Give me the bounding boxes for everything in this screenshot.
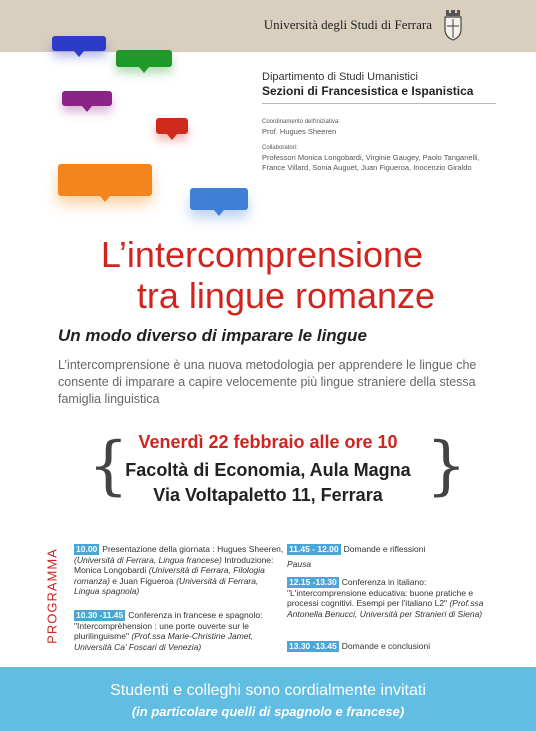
- divider: [262, 103, 496, 104]
- speech-bubble-green-icon: [116, 50, 172, 67]
- left-brace-icon: {: [88, 429, 129, 503]
- department-name: Dipartimento di Studi Umanistici: [262, 71, 418, 83]
- program-item: 13.30 -13.45 Domande e conclusioni: [289, 641, 431, 651]
- footer-invitation: Studenti e colleghi sono cordialmente invitati: [110, 682, 426, 699]
- program-time: 10.30 -11.45: [76, 610, 124, 620]
- collaborators-label: Collaboratori:: [262, 145, 298, 151]
- speech-bubble-red-icon: [156, 118, 188, 134]
- event-address: Via Voltapaletto 11, Ferrara: [153, 485, 383, 505]
- speech-bubble-blue-icon: [52, 36, 106, 51]
- speech-bubble-orange-icon: [58, 164, 152, 196]
- intro-paragraph: L’intercomprensione è una nuova metodologia per apprendere le lingue che consente di imparare a capire velocemente più lingue straniere della stessa famiglia linguistica: [58, 358, 477, 406]
- coordination-label: Coordinamento dell'iniziativa:: [262, 119, 340, 125]
- program-item: 11.45 - 12.00 Domande e riflessioni: [289, 544, 426, 554]
- title-line-1: L’intercomprensione: [100, 234, 424, 275]
- footer-note: (in particolare quelli di spagnolo e francese): [131, 704, 405, 719]
- program-time: 10.00: [76, 544, 98, 554]
- university-name: Università degli Studi di Ferrara: [263, 17, 432, 32]
- department-sections: Sezioni di Francesistica e Ispanistica: [262, 84, 474, 98]
- university-crest-icon: [442, 6, 464, 42]
- program-label: PROGRAMMA: [44, 548, 60, 644]
- program-item: 12.15 -13.30 Conferenza in italiano: "L'intercomprensione educativa: buone pratiche e processi cognitivi. Esempi per l'italiano L2" (Prof.ssa Antonella Benucci, Università per Stranieri di Siena): [287, 577, 484, 619]
- speech-bubble-purple-icon: [62, 91, 112, 106]
- subtitle: Un modo diverso di imparare le lingue: [58, 326, 367, 345]
- speech-bubble-lightblue-icon: [190, 188, 248, 210]
- event-place: Facoltà di Economia, Aula Magna: [125, 460, 411, 480]
- program-item: 10.00 Presentazione della giornata : Hugues Sheeren, (Università di Ferrara, Lingua francese) Introduzione: Monica Longobardi (Università di Ferrara, Filologia romanza) e Juan Figueroa (Università di Ferrara, Lingua spagnola): [74, 544, 284, 596]
- right-brace-icon: }: [426, 429, 467, 503]
- collaborators-line-2: France Villard, Sonia Auguet, Juan Figueroa, Inocenzio Giraldo: [262, 163, 472, 172]
- event-date: Venerdì 22 febbraio alle ore 10: [138, 432, 398, 452]
- collaborators-line-1: Professori Monica Longobardi, Virginie Gaugey, Paolo Tanganelli,: [262, 153, 480, 162]
- program-time: 13.30 -13.45: [289, 641, 337, 651]
- coordinator: Prof. Hugues Sheeren: [262, 127, 337, 136]
- program-time: 12.15 -13.30: [289, 577, 337, 587]
- title-line-2: tra lingue romanze: [136, 275, 436, 316]
- program-time: 11.45 - 12.00: [289, 544, 339, 554]
- program-break: Pausa: [287, 559, 312, 569]
- program-item: 10.30 -11.45 Conferenza in francese e spagnolo: "Intercomprèhension : une porte ouverte sur le plurilinguisme" (Prof.ssa Marie-Christine Jamet, Università Ca’ Foscari di Venezia): [74, 610, 263, 652]
- footer-banner: [0, 667, 536, 731]
